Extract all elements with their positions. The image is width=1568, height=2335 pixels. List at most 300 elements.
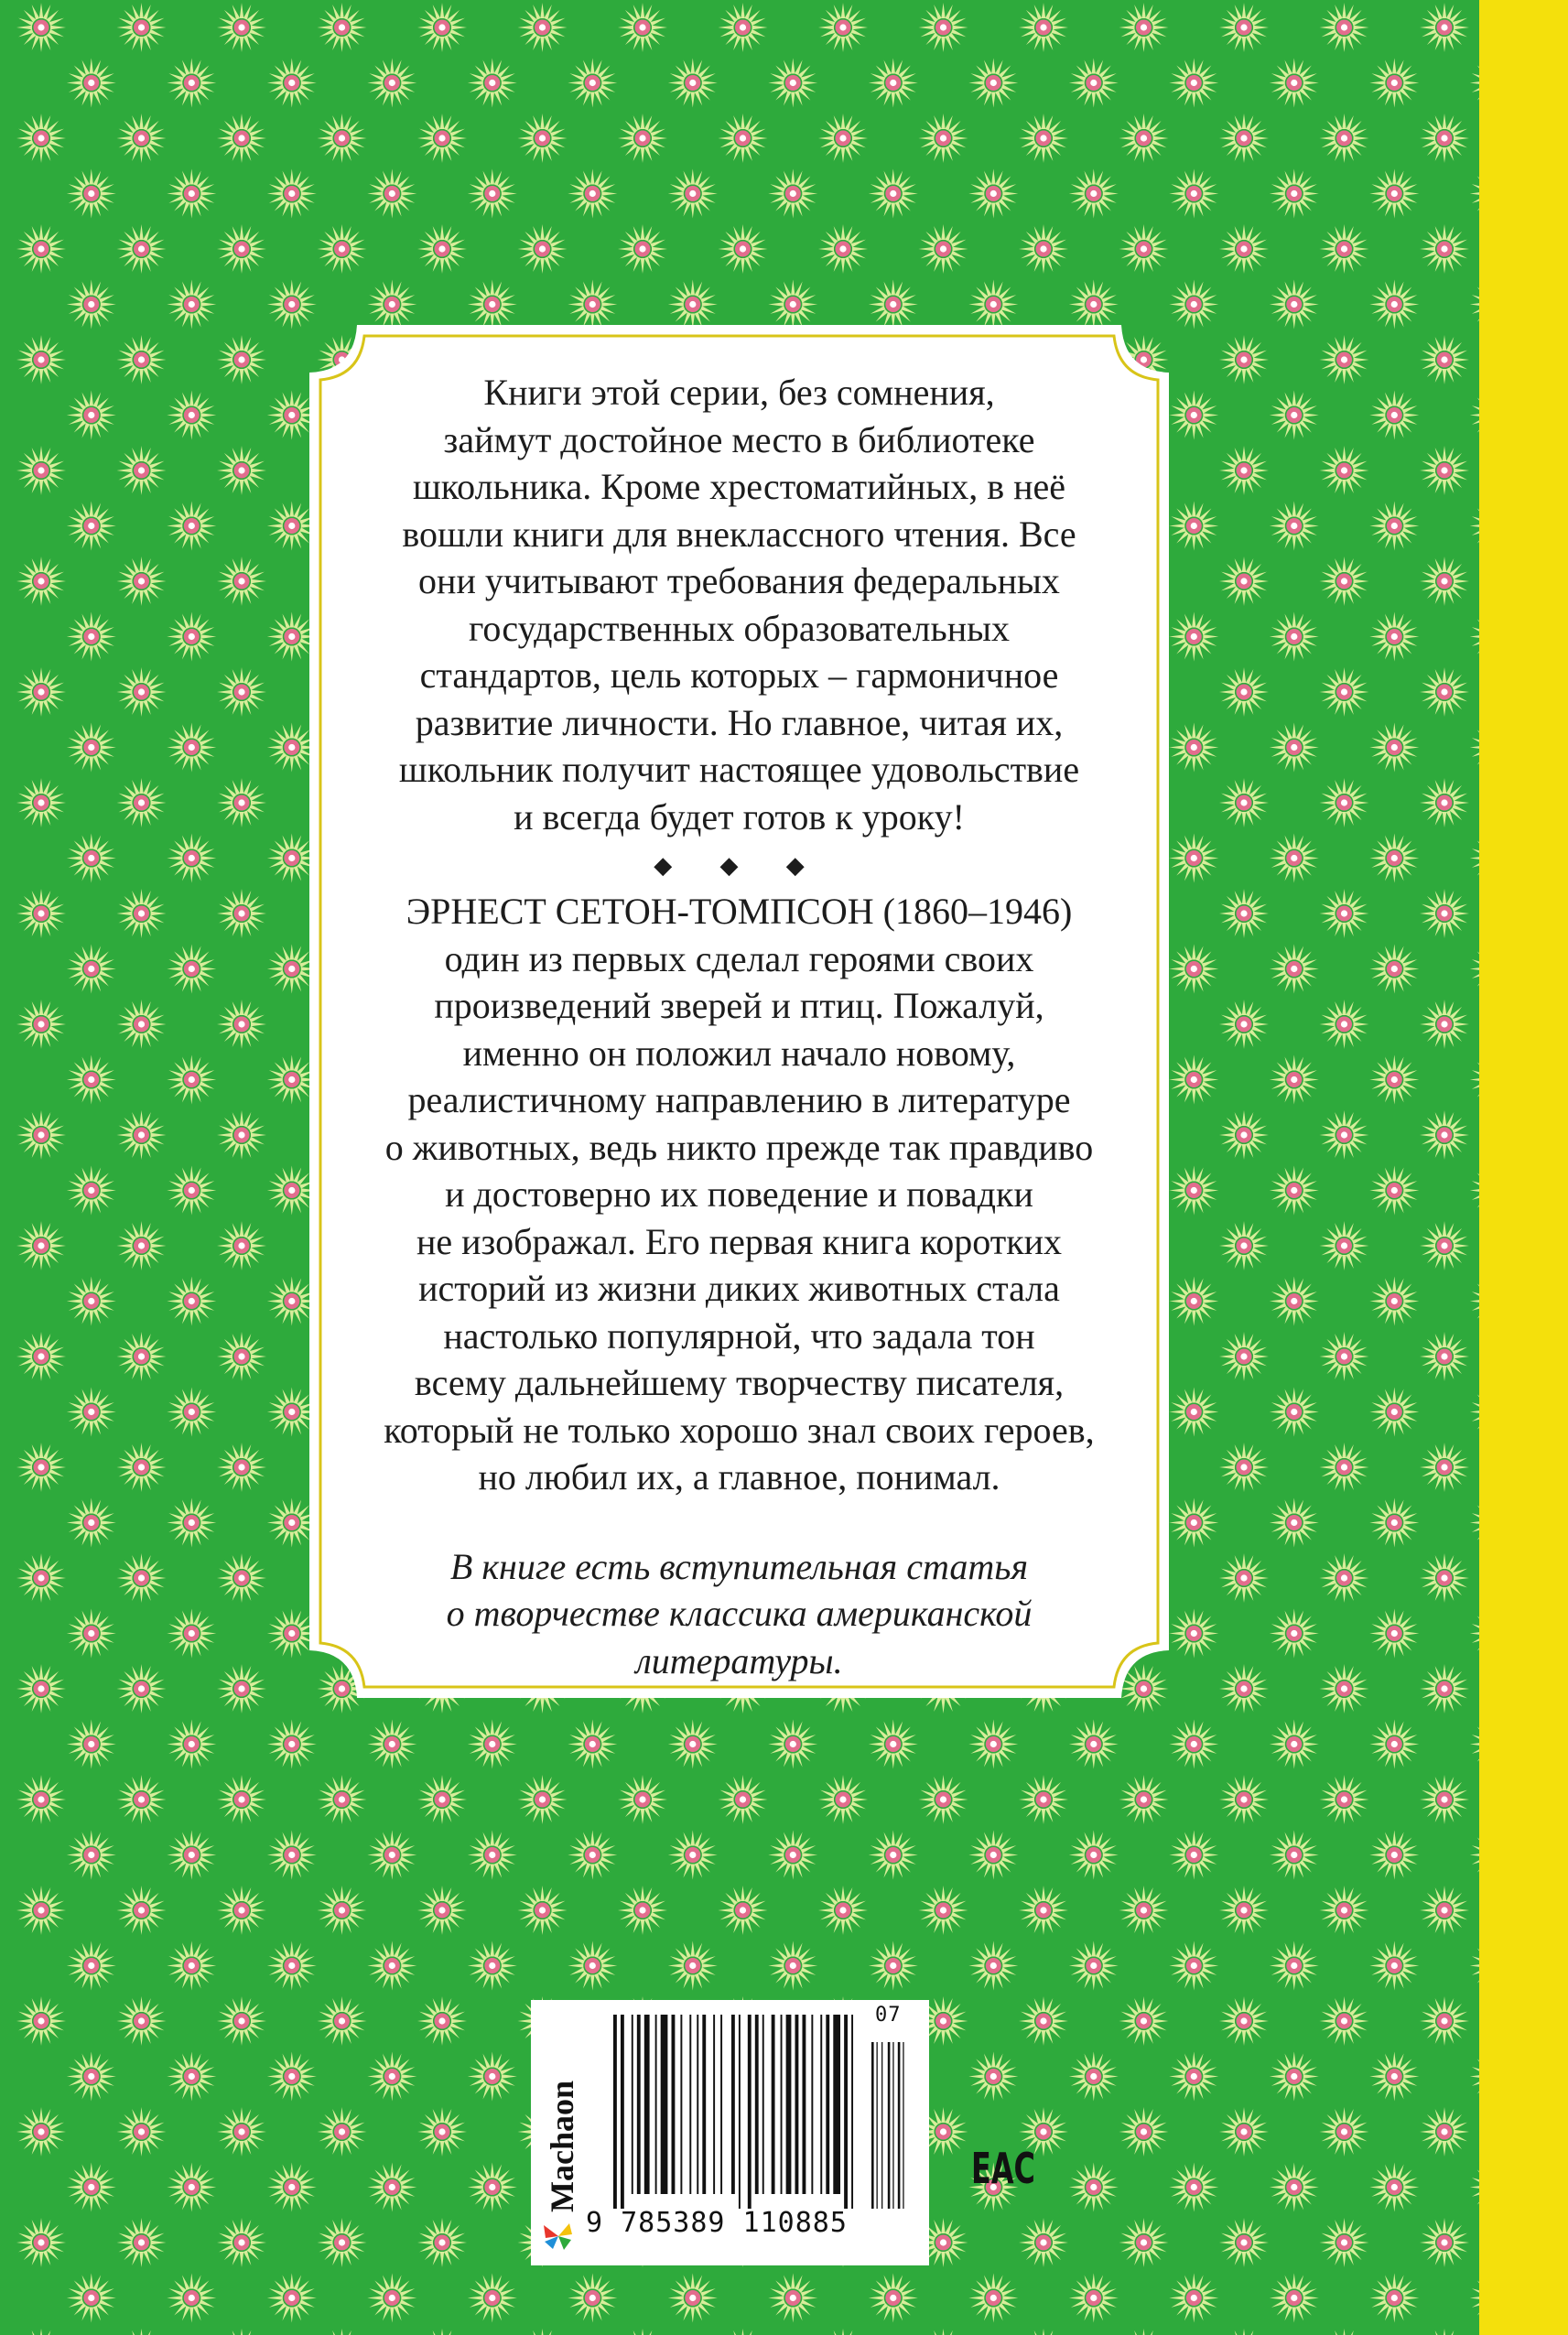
flower-motif-icon	[1270, 2274, 1319, 2323]
flower-motif-icon	[618, 1775, 667, 1824]
flower-motif-icon	[1219, 1000, 1269, 1049]
barcode-bar	[661, 2015, 668, 2194]
flower-motif-icon	[618, 3, 667, 52]
flower-motif-icon	[167, 612, 216, 662]
flower-motif-icon	[367, 2163, 416, 2212]
flower-motif-icon	[167, 280, 216, 330]
flower-motif-icon	[16, 1110, 66, 1160]
flower-motif-icon	[1369, 1609, 1419, 1659]
flower-motif-icon	[768, 1831, 817, 1880]
flower-motif-icon	[1420, 3, 1469, 52]
flower-motif-icon	[1219, 1996, 1269, 2046]
flower-motif-icon	[1369, 1055, 1419, 1105]
flower-motif-icon	[568, 59, 617, 108]
flower-motif-icon	[67, 945, 116, 994]
flower-motif-icon	[1219, 1664, 1269, 1713]
flower-motif-icon	[217, 1110, 266, 1160]
flower-motif-icon	[1420, 1775, 1469, 1824]
series-line: они учитывают требования федеральных	[418, 560, 1060, 601]
barcode-bar	[713, 2015, 715, 2194]
flower-motif-icon	[968, 59, 1018, 108]
flower-motif-icon	[167, 2274, 216, 2323]
flower-motif-icon	[1119, 3, 1169, 52]
flower-motif-icon	[217, 667, 266, 717]
flower-motif-icon	[367, 2274, 416, 2323]
flower-motif-icon	[217, 1443, 266, 1492]
flower-motif-icon	[367, 59, 416, 108]
flower-motif-icon	[1169, 1941, 1218, 1991]
flower-motif-icon	[217, 2107, 266, 2157]
panel-content	[357, 369, 1121, 1681]
flower-motif-icon	[1219, 446, 1269, 495]
flower-motif-icon	[1320, 1886, 1369, 1935]
flower-motif-icon	[919, 1886, 968, 1935]
flower-motif-icon	[1420, 1664, 1469, 1713]
author-line: который не только хорошо знал своих героев,	[384, 1409, 1095, 1451]
author-line: именно он положил начало новому,	[462, 1032, 1016, 1074]
flower-motif-icon	[117, 114, 167, 163]
flower-motif-icon	[1369, 391, 1419, 440]
flower-motif-icon	[1069, 1720, 1119, 1769]
flower-motif-icon	[919, 224, 968, 274]
flower-motif-icon	[1320, 1996, 1369, 2046]
flower-motif-icon	[919, 1775, 968, 1824]
flower-motif-icon	[16, 557, 66, 606]
flower-motif-icon	[16, 224, 66, 274]
flower-motif-icon	[1369, 612, 1419, 662]
flower-motif-icon	[968, 1831, 1018, 1880]
flower-motif-icon	[668, 169, 718, 219]
flower-motif-icon	[1219, 1775, 1269, 1824]
flower-motif-icon	[1320, 1221, 1369, 1270]
series-line: государственных образовательных	[468, 607, 1010, 649]
barcode-bar	[851, 2015, 853, 2209]
flower-motif-icon	[1169, 169, 1218, 219]
flower-motif-icon	[1420, 1886, 1469, 1935]
flower-motif-icon	[1369, 1720, 1419, 1769]
flower-motif-icon	[217, 1664, 266, 1713]
author-line: ЭРНЕСТ СЕТОН-ТОМПСОН (1860–1946)	[406, 891, 1073, 932]
flower-motif-icon	[117, 446, 167, 495]
flower-motif-icon	[1219, 1221, 1269, 1270]
barcode-bar	[748, 2015, 752, 2209]
barcode-bar	[781, 2015, 783, 2194]
flower-motif-icon	[117, 3, 167, 52]
flower-motif-icon	[67, 1055, 116, 1105]
flower-motif-icon	[167, 1388, 216, 1437]
flower-motif-icon	[568, 1941, 617, 1991]
flower-motif-icon	[417, 2218, 467, 2267]
machaon-butterfly-icon	[544, 2223, 572, 2250]
flower-motif-icon	[417, 114, 467, 163]
flower-motif-icon	[117, 224, 167, 274]
flower-motif-icon	[167, 723, 216, 773]
flower-motif-icon	[67, 1166, 116, 1216]
flower-motif-icon	[367, 1941, 416, 1991]
intro-article-note	[357, 1543, 1121, 1685]
flower-motif-icon	[167, 391, 216, 440]
barcode-bar	[786, 2015, 792, 2194]
flower-motif-icon	[1119, 2218, 1169, 2267]
flower-motif-icon	[1219, 1886, 1269, 1935]
flower-motif-icon	[1270, 2052, 1319, 2102]
barcode-addon-bar	[888, 2042, 891, 2209]
author-line: один из первых сделал героями своих	[444, 937, 1034, 979]
flower-motif-icon	[1169, 1166, 1218, 1216]
flower-motif-icon	[1270, 834, 1319, 883]
flower-motif-icon	[417, 1775, 467, 1824]
flower-motif-icon	[919, 114, 968, 163]
series-line: займут достойное место в библиотеке	[443, 418, 1035, 460]
flower-motif-icon	[167, 1055, 216, 1105]
series-description	[357, 369, 1121, 840]
flower-motif-icon	[1270, 1498, 1319, 1548]
flower-motif-icon	[167, 1277, 216, 1326]
flower-motif-icon	[67, 169, 116, 219]
flower-motif-icon	[1320, 667, 1369, 717]
flower-motif-icon	[417, 1996, 467, 2046]
flower-motif-icon	[1019, 3, 1068, 52]
flower-motif-icon	[1169, 1498, 1218, 1548]
flower-motif-icon	[167, 502, 216, 551]
flower-motif-icon	[518, 114, 568, 163]
flower-motif-icon	[318, 114, 367, 163]
flower-motif-icon	[869, 169, 918, 219]
barcode-bar	[697, 2015, 698, 2194]
flower-motif-icon	[267, 2163, 317, 2212]
flower-motif-icon	[16, 778, 66, 827]
flower-motif-icon	[16, 667, 66, 717]
flower-motif-icon	[1019, 1775, 1068, 1824]
flower-motif-icon	[968, 280, 1018, 330]
flower-motif-icon	[719, 224, 768, 274]
barcode-bar	[772, 2015, 775, 2194]
flower-motif-icon	[818, 3, 868, 52]
flower-motif-icon	[1169, 723, 1218, 773]
flower-motif-icon	[1369, 59, 1419, 108]
flower-motif-icon	[568, 2274, 617, 2323]
publisher-name: Machaon	[544, 2081, 580, 2212]
flower-motif-icon	[1270, 1166, 1319, 1216]
flower-motif-icon	[267, 169, 317, 219]
flower-motif-icon	[1369, 2052, 1419, 2102]
flower-motif-icon	[468, 2163, 517, 2212]
flower-motif-icon	[1119, 1996, 1169, 2046]
series-line: школьник получит настоящее удовольствие	[398, 749, 1080, 790]
barcode-bar	[644, 2015, 650, 2194]
flower-motif-icon	[267, 59, 317, 108]
flower-motif-icon	[1420, 2218, 1469, 2267]
flower-motif-icon	[1320, 1110, 1369, 1160]
barcode-addon-bar	[871, 2042, 874, 2209]
flower-motif-icon	[1270, 1609, 1319, 1659]
flower-motif-icon	[768, 2274, 817, 2323]
flower-motif-icon	[518, 1775, 568, 1824]
flower-motif-icon	[117, 1886, 167, 1935]
flower-motif-icon	[1219, 2107, 1269, 2157]
flower-motif-icon	[1369, 280, 1419, 330]
flower-motif-icon	[16, 335, 66, 384]
series-line: и всегда будет готов к уроку!	[514, 795, 965, 838]
flower-motif-icon	[67, 280, 116, 330]
flower-motif-icon	[1219, 335, 1269, 384]
flower-motif-icon	[668, 1941, 718, 1991]
flower-motif-icon	[468, 2052, 517, 2102]
flower-motif-icon	[1069, 169, 1119, 219]
flower-motif-icon	[67, 612, 116, 662]
flower-motif-icon	[468, 1941, 517, 1991]
flower-motif-icon	[367, 169, 416, 219]
flower-motif-icon	[568, 280, 617, 330]
flower-motif-icon	[16, 1000, 66, 1049]
flower-motif-icon	[1069, 2052, 1119, 2102]
flower-motif-icon	[167, 59, 216, 108]
flower-motif-icon	[16, 3, 66, 52]
flower-motif-icon	[167, 1498, 216, 1548]
flower-motif-icon	[768, 59, 817, 108]
flower-motif-icon	[117, 1443, 167, 1492]
series-line: развитие личности. Но главное, читая их,	[415, 701, 1064, 743]
flower-motif-icon	[117, 1000, 167, 1049]
flower-motif-icon	[869, 59, 918, 108]
text-panel	[309, 325, 1169, 1698]
barcode-bar	[720, 2015, 722, 2194]
series-line: стандартов, цель которых – гармоничное	[419, 654, 1059, 696]
flower-motif-icon	[1270, 391, 1319, 440]
flower-motif-icon	[1119, 2107, 1169, 2157]
flower-motif-icon	[318, 1775, 367, 1824]
flower-motif-icon	[1320, 335, 1369, 384]
flower-motif-icon	[217, 1553, 266, 1603]
barcode-bar	[826, 2015, 829, 2194]
flower-motif-icon	[117, 1996, 167, 2046]
flower-motif-icon	[417, 1886, 467, 1935]
note-line: литературы.	[635, 1639, 843, 1681]
flower-motif-icon	[117, 335, 167, 384]
author-line: но любил их, а главное, понимал.	[478, 1456, 1000, 1497]
flower-motif-icon	[919, 3, 968, 52]
flower-motif-icon	[267, 1831, 317, 1880]
barcode-number: 9 785389 110885	[586, 2207, 848, 2239]
flower-motif-icon	[1270, 280, 1319, 330]
flower-motif-icon	[818, 114, 868, 163]
flower-motif-icon	[1219, 667, 1269, 717]
flower-motif-icon	[869, 1941, 918, 1991]
flower-motif-icon	[568, 1720, 617, 1769]
flower-motif-icon	[618, 114, 667, 163]
author-description	[357, 888, 1121, 1501]
flower-motif-icon	[1270, 502, 1319, 551]
flower-motif-icon	[267, 280, 317, 330]
flower-motif-icon	[1169, 391, 1218, 440]
flower-motif-icon	[1320, 889, 1369, 938]
flower-motif-icon	[1119, 1886, 1169, 1935]
flower-motif-icon	[468, 1831, 517, 1880]
flower-motif-icon	[1169, 1277, 1218, 1326]
flower-motif-icon	[719, 114, 768, 163]
flower-motif-icon	[16, 2218, 66, 2267]
flower-motif-icon	[1320, 1000, 1369, 1049]
barcode-addon-bar	[892, 2042, 893, 2209]
flower-motif-icon	[1169, 2274, 1218, 2323]
flower-motif-icon	[67, 1831, 116, 1880]
flower-motif-icon	[117, 889, 167, 938]
flower-motif-icon	[1420, 1332, 1469, 1381]
flower-motif-icon	[768, 280, 817, 330]
flower-motif-icon	[67, 1609, 116, 1659]
author-line: о животных, ведь никто прежде так правдиво	[384, 1126, 1094, 1168]
flower-motif-icon	[16, 1332, 66, 1381]
flower-motif-icon	[1369, 169, 1419, 219]
flower-motif-icon	[1420, 1221, 1469, 1270]
flower-motif-icon	[1270, 1388, 1319, 1437]
flower-motif-icon	[367, 2052, 416, 2102]
flower-motif-icon	[318, 2107, 367, 2157]
flower-motif-icon	[1320, 1332, 1369, 1381]
flower-motif-icon	[117, 667, 167, 717]
flower-motif-icon	[16, 1886, 66, 1935]
flower-motif-icon	[217, 335, 266, 384]
flower-motif-icon	[217, 1000, 266, 1049]
flower-motif-icon	[117, 1332, 167, 1381]
flower-motif-icon	[1270, 169, 1319, 219]
flower-motif-icon	[217, 1775, 266, 1824]
flower-motif-icon	[1219, 3, 1269, 52]
barcode-bar	[755, 2015, 759, 2194]
flower-motif-icon	[1369, 945, 1419, 994]
flower-motif-icon	[1169, 2052, 1218, 2102]
flower-motif-icon	[468, 280, 517, 330]
flower-motif-icon	[1219, 2218, 1269, 2267]
flower-motif-icon	[1219, 889, 1269, 938]
author-line: не изображал. Его первая книга коротких	[416, 1220, 1063, 1262]
flower-motif-icon	[1369, 1831, 1419, 1880]
flower-motif-icon	[1069, 1831, 1119, 1880]
flower-motif-icon	[968, 169, 1018, 219]
flower-motif-icon	[16, 1221, 66, 1270]
flower-motif-icon	[468, 2274, 517, 2323]
flower-motif-icon	[167, 1166, 216, 1216]
flower-motif-icon	[668, 59, 718, 108]
flower-motif-icon	[318, 2218, 367, 2267]
flower-motif-icon	[1270, 2163, 1319, 2212]
flower-motif-icon	[117, 1221, 167, 1270]
flower-motif-icon	[768, 169, 817, 219]
barcode-block	[531, 2000, 929, 2265]
flower-motif-icon	[167, 1941, 216, 1991]
flower-motif-icon	[267, 1720, 317, 1769]
flower-motif-icon	[1420, 2107, 1469, 2157]
flower-motif-icon	[1270, 1277, 1319, 1326]
barcode-addon-bar	[877, 2042, 878, 2209]
flower-motif-icon	[818, 1886, 868, 1935]
flower-motif-icon	[1069, 2163, 1119, 2212]
flower-motif-icon	[568, 1831, 617, 1880]
barcode-bar	[655, 2015, 657, 2194]
flower-motif-icon	[1320, 446, 1369, 495]
flower-motif-icon	[468, 1720, 517, 1769]
flower-motif-icon	[1420, 224, 1469, 274]
flower-motif-icon	[1420, 557, 1469, 606]
flower-motif-icon	[1270, 1831, 1319, 1880]
flower-motif-icon	[217, 1996, 266, 2046]
flower-motif-icon	[1320, 1775, 1369, 1824]
flower-motif-icon	[217, 1332, 266, 1381]
flower-motif-icon	[267, 2274, 317, 2323]
flower-motif-icon	[67, 502, 116, 551]
flower-motif-icon	[417, 2107, 467, 2157]
barcode-bar	[637, 2015, 641, 2194]
flower-motif-icon	[217, 557, 266, 606]
flower-motif-icon	[318, 3, 367, 52]
flower-motif-icon	[117, 778, 167, 827]
flower-motif-icon	[1369, 502, 1419, 551]
flower-motif-icon	[67, 59, 116, 108]
flower-motif-icon	[367, 1720, 416, 1769]
flower-motif-icon	[1420, 335, 1469, 384]
flower-motif-icon	[1119, 224, 1169, 274]
flower-motif-icon	[16, 2107, 66, 2157]
barcode-bar	[672, 2015, 676, 2194]
flower-motif-icon	[869, 280, 918, 330]
author-line: реалистичному направлению в литературе	[407, 1079, 1071, 1120]
flower-motif-icon	[968, 2274, 1018, 2323]
barcode-bars	[613, 2015, 903, 2209]
flower-motif-icon	[818, 224, 868, 274]
flower-motif-icon	[217, 114, 266, 163]
barcode-bar	[802, 2015, 806, 2194]
flower-motif-icon	[1219, 1553, 1269, 1603]
flower-motif-icon	[217, 889, 266, 938]
series-line: школьника. Кроме хрестоматийных, в неё	[412, 466, 1066, 507]
flower-motif-icon	[318, 1886, 367, 1935]
flower-motif-icon	[267, 1941, 317, 1991]
flower-motif-icon	[768, 1720, 817, 1769]
flower-motif-icon	[518, 3, 568, 52]
flower-motif-icon	[16, 1553, 66, 1603]
flower-motif-icon	[16, 1664, 66, 1713]
flower-motif-icon	[1119, 114, 1169, 163]
flower-motif-icon	[16, 889, 66, 938]
flower-motif-icon	[1320, 2218, 1369, 2267]
flower-motif-icon	[1169, 945, 1218, 994]
flower-motif-icon	[1169, 1055, 1218, 1105]
flower-motif-icon	[1119, 1775, 1169, 1824]
barcode-bar	[739, 2015, 741, 2209]
flower-motif-icon	[968, 2052, 1018, 2102]
publisher-logo	[531, 2000, 588, 2265]
flower-motif-icon	[167, 834, 216, 883]
spine-strip	[1479, 0, 1568, 2335]
flower-motif-icon	[1219, 778, 1269, 827]
flower-motif-icon	[518, 224, 568, 274]
flower-motif-icon	[668, 1720, 718, 1769]
flower-motif-icon	[16, 1996, 66, 2046]
flower-motif-icon	[1219, 114, 1269, 163]
flower-motif-icon	[117, 557, 167, 606]
flower-motif-icon	[1169, 1609, 1218, 1659]
flower-motif-icon	[1320, 778, 1369, 827]
flower-motif-icon	[1169, 1831, 1218, 1880]
flower-motif-icon	[618, 224, 667, 274]
flower-motif-icon	[1219, 1443, 1269, 1492]
flower-motif-icon	[1270, 723, 1319, 773]
flower-motif-icon	[1320, 2107, 1369, 2157]
note-line: о творчестве классика американской	[446, 1593, 1033, 1634]
flower-motif-icon	[1369, 2163, 1419, 2212]
barcode-bar	[731, 2015, 735, 2194]
flower-motif-icon	[217, 3, 266, 52]
